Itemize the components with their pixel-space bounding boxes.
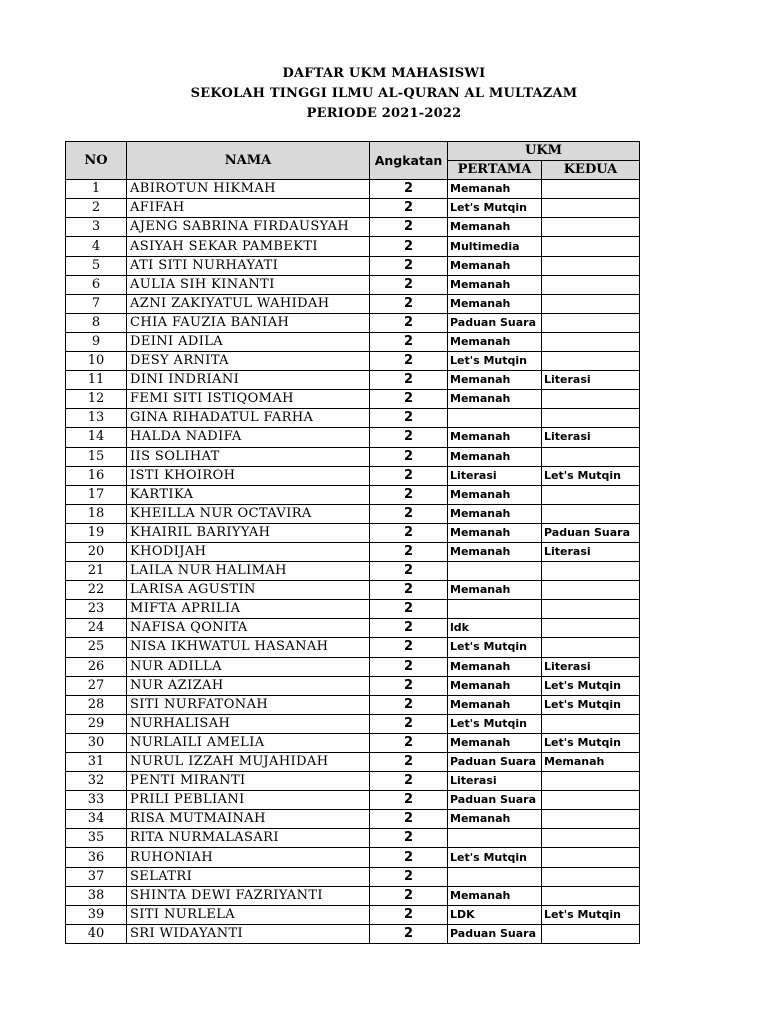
table-row — [66, 352, 640, 371]
cell-nama: SELATRI — [127, 867, 370, 886]
cell-angkatan: 2 — [370, 791, 448, 810]
cell-pertama: Memanah — [448, 485, 542, 504]
table-row — [66, 523, 640, 542]
cell-nama: PRILI PEBLIANI — [127, 791, 370, 810]
table-body — [66, 180, 640, 944]
cell-angkatan: 2 — [370, 867, 448, 886]
cell-pertama — [448, 600, 542, 619]
cell-no: 9 — [66, 332, 127, 351]
cell-angkatan: 2 — [370, 332, 448, 351]
cell-angkatan: 2 — [370, 523, 448, 542]
cell-nama: FEMI SITI ISTIQOMAH — [127, 390, 370, 409]
cell-pertama: ldk — [448, 619, 542, 638]
cell-nama: IIS SOLIHAT — [127, 447, 370, 466]
table-row — [66, 581, 640, 600]
table-row — [66, 676, 640, 695]
cell-pertama: Memanah — [448, 371, 542, 390]
cell-no: 22 — [66, 581, 127, 600]
cell-kedua — [542, 772, 640, 791]
cell-kedua — [542, 867, 640, 886]
cell-pertama: Multimedia — [448, 237, 542, 256]
cell-nama: ABIROTUN HIKMAH — [127, 180, 370, 199]
table-row — [66, 447, 640, 466]
cell-pertama: Memanah — [448, 447, 542, 466]
table-row — [66, 466, 640, 485]
table-row — [66, 371, 640, 390]
cell-kedua — [542, 829, 640, 848]
cell-pertama: Memanah — [448, 428, 542, 447]
cell-pertama: Memanah — [448, 390, 542, 409]
table-row — [66, 428, 640, 447]
cell-kedua — [542, 638, 640, 657]
cell-kedua — [542, 600, 640, 619]
cell-nama: SITI NURLELA — [127, 905, 370, 924]
cell-nama: NURLAILI AMELIA — [127, 733, 370, 752]
cell-no: 36 — [66, 848, 127, 867]
cell-kedua — [542, 352, 640, 371]
header-ukm: UKM — [448, 142, 640, 161]
cell-no: 17 — [66, 485, 127, 504]
table-row — [66, 657, 640, 676]
cell-no: 20 — [66, 542, 127, 561]
cell-no: 6 — [66, 275, 127, 294]
cell-kedua — [542, 390, 640, 409]
cell-angkatan: 2 — [370, 466, 448, 485]
cell-angkatan: 2 — [370, 638, 448, 657]
cell-nama: DEINI ADILA — [127, 332, 370, 351]
header-kedua: KEDUA — [542, 161, 640, 180]
cell-no: 13 — [66, 409, 127, 428]
cell-no: 19 — [66, 523, 127, 542]
cell-kedua: Memanah — [542, 753, 640, 772]
table-row — [66, 237, 640, 256]
cell-kedua: Let's Mutqin — [542, 466, 640, 485]
cell-no: 34 — [66, 810, 127, 829]
cell-no: 23 — [66, 600, 127, 619]
table-row — [66, 600, 640, 619]
cell-no: 8 — [66, 313, 127, 332]
cell-nama: RISA MUTMAINAH — [127, 810, 370, 829]
cell-no: 1 — [66, 180, 127, 199]
table-row — [66, 829, 640, 848]
cell-kedua — [542, 237, 640, 256]
cell-kedua: Let's Mutqin — [542, 905, 640, 924]
cell-angkatan: 2 — [370, 562, 448, 581]
cell-angkatan: 2 — [370, 829, 448, 848]
cell-kedua: Paduan Suara — [542, 523, 640, 542]
cell-pertama: Memanah — [448, 676, 542, 695]
cell-kedua — [542, 714, 640, 733]
cell-no: 4 — [66, 237, 127, 256]
cell-pertama: Let's Mutqin — [448, 352, 542, 371]
document-title-line-2: SEKOLAH TINGGI ILMU AL-QURAN AL MULTAZAM — [190, 86, 578, 101]
cell-angkatan: 2 — [370, 180, 448, 199]
table-row — [66, 886, 640, 905]
cell-no: 30 — [66, 733, 127, 752]
table-row — [66, 409, 640, 428]
cell-kedua: Literasi — [542, 542, 640, 561]
cell-pertama: Memanah — [448, 256, 542, 275]
cell-kedua: Let's Mutqin — [542, 733, 640, 752]
table-row — [66, 867, 640, 886]
cell-nama: NUR AZIZAH — [127, 676, 370, 695]
cell-no: 16 — [66, 466, 127, 485]
cell-kedua — [542, 447, 640, 466]
cell-kedua — [542, 504, 640, 523]
table-row — [66, 542, 640, 561]
cell-nama: AFIFAH — [127, 199, 370, 218]
cell-kedua — [542, 485, 640, 504]
cell-nama: CHIA FAUZIA BANIAH — [127, 313, 370, 332]
header-nama: NAMA — [127, 142, 370, 180]
cell-kedua — [542, 562, 640, 581]
cell-pertama: Memanah — [448, 294, 542, 313]
cell-kedua — [542, 199, 640, 218]
cell-kedua — [542, 180, 640, 199]
cell-pertama: Let's Mutqin — [448, 199, 542, 218]
cell-kedua — [542, 924, 640, 943]
cell-nama: RUHONIAH — [127, 848, 370, 867]
cell-angkatan: 2 — [370, 753, 448, 772]
cell-nama: NURHALISAH — [127, 714, 370, 733]
cell-angkatan: 2 — [370, 924, 448, 943]
table-row — [66, 218, 640, 237]
cell-no: 29 — [66, 714, 127, 733]
table-row — [66, 714, 640, 733]
cell-pertama: Memanah — [448, 810, 542, 829]
cell-nama: SHINTA DEWI FAZRIYANTI — [127, 886, 370, 905]
cell-nama: KHEILLA NUR OCTAVIRA — [127, 504, 370, 523]
cell-nama: GINA RIHADATUL FARHA — [127, 409, 370, 428]
cell-no: 35 — [66, 829, 127, 848]
cell-no: 28 — [66, 695, 127, 714]
cell-pertama: Memanah — [448, 332, 542, 351]
cell-angkatan: 2 — [370, 237, 448, 256]
cell-no: 26 — [66, 657, 127, 676]
cell-angkatan: 2 — [370, 294, 448, 313]
table-row — [66, 619, 640, 638]
cell-pertama: Memanah — [448, 542, 542, 561]
cell-kedua — [542, 619, 640, 638]
table-row — [66, 485, 640, 504]
cell-nama: LARISA AGUSTIN — [127, 581, 370, 600]
cell-angkatan: 2 — [370, 810, 448, 829]
cell-angkatan: 2 — [370, 714, 448, 733]
cell-pertama: Memanah — [448, 733, 542, 752]
cell-angkatan: 2 — [370, 390, 448, 409]
cell-pertama: Memanah — [448, 657, 542, 676]
cell-pertama: Paduan Suara — [448, 924, 542, 943]
cell-nama: HALDA NADIFA — [127, 428, 370, 447]
cell-pertama: Memanah — [448, 581, 542, 600]
cell-kedua — [542, 256, 640, 275]
cell-kedua: Let's Mutqin — [542, 695, 640, 714]
cell-nama: NURUL IZZAH MUJAHIDAH — [127, 753, 370, 772]
cell-nama: DESY ARNITA — [127, 352, 370, 371]
cell-pertama: Memanah — [448, 695, 542, 714]
cell-nama: KHAIRIL BARIYYAH — [127, 523, 370, 542]
cell-kedua — [542, 332, 640, 351]
table-row — [66, 753, 640, 772]
cell-nama: ASIYAH SEKAR PAMBEKTI — [127, 237, 370, 256]
cell-angkatan: 2 — [370, 600, 448, 619]
cell-angkatan: 2 — [370, 371, 448, 390]
cell-pertama: Literasi — [448, 466, 542, 485]
cell-pertama — [448, 562, 542, 581]
header-pertama: PERTAMA — [448, 161, 542, 180]
cell-nama: RITA NURMALASARI — [127, 829, 370, 848]
cell-kedua — [542, 313, 640, 332]
header-angkatan: Angkatan — [370, 142, 448, 180]
table-row — [66, 199, 640, 218]
cell-nama: NUR ADILLA — [127, 657, 370, 676]
cell-kedua — [542, 409, 640, 428]
cell-angkatan: 2 — [370, 275, 448, 294]
cell-no: 15 — [66, 447, 127, 466]
cell-angkatan: 2 — [370, 848, 448, 867]
cell-angkatan: 2 — [370, 676, 448, 695]
cell-kedua: Let's Mutqin — [542, 676, 640, 695]
cell-nama: KHODIJAH — [127, 542, 370, 561]
cell-kedua — [542, 581, 640, 600]
cell-pertama — [448, 867, 542, 886]
ukm-table — [65, 141, 640, 944]
document-title-line-3: PERIODE 2021-2022 — [306, 106, 462, 121]
table-row — [66, 313, 640, 332]
cell-pertama: Memanah — [448, 180, 542, 199]
table-row — [66, 638, 640, 657]
cell-no: 12 — [66, 390, 127, 409]
cell-angkatan: 2 — [370, 542, 448, 561]
table-row — [66, 924, 640, 943]
cell-nama: KARTIKA — [127, 485, 370, 504]
cell-no: 3 — [66, 218, 127, 237]
cell-pertama: Paduan Suara — [448, 791, 542, 810]
cell-kedua — [542, 848, 640, 867]
cell-no: 25 — [66, 638, 127, 657]
table-row — [66, 562, 640, 581]
cell-nama: SRI WIDAYANTI — [127, 924, 370, 943]
cell-angkatan: 2 — [370, 409, 448, 428]
cell-no: 7 — [66, 294, 127, 313]
cell-pertama: Let's Mutqin — [448, 638, 542, 657]
cell-nama: AZNI ZAKIYATUL WAHIDAH — [127, 294, 370, 313]
cell-no: 21 — [66, 562, 127, 581]
cell-angkatan: 2 — [370, 199, 448, 218]
cell-kedua: Literasi — [542, 657, 640, 676]
cell-nama: MIFTA APRILIA — [127, 600, 370, 619]
cell-angkatan: 2 — [370, 886, 448, 905]
table-row — [66, 256, 640, 275]
cell-pertama — [448, 409, 542, 428]
cell-angkatan: 2 — [370, 772, 448, 791]
cell-nama: ISTI KHOIROH — [127, 466, 370, 485]
table-row — [66, 180, 640, 199]
cell-angkatan: 2 — [370, 447, 448, 466]
cell-no: 27 — [66, 676, 127, 695]
cell-angkatan: 2 — [370, 485, 448, 504]
cell-nama: NAFISA QONITA — [127, 619, 370, 638]
cell-angkatan: 2 — [370, 657, 448, 676]
cell-kedua — [542, 294, 640, 313]
cell-nama: AJENG SABRINA FIRDAUSYAH — [127, 218, 370, 237]
cell-angkatan: 2 — [370, 218, 448, 237]
cell-nama: PENTI MIRANTI — [127, 772, 370, 791]
cell-angkatan: 2 — [370, 428, 448, 447]
cell-angkatan: 2 — [370, 352, 448, 371]
document-title-line-1: DAFTAR UKM MAHASISWI — [282, 66, 486, 81]
cell-kedua — [542, 810, 640, 829]
cell-angkatan: 2 — [370, 695, 448, 714]
cell-nama: AULIA SIH KINANTI — [127, 275, 370, 294]
table-row — [66, 791, 640, 810]
cell-no: 2 — [66, 199, 127, 218]
cell-no: 39 — [66, 905, 127, 924]
cell-nama: ATI SITI NURHAYATI — [127, 256, 370, 275]
cell-no: 14 — [66, 428, 127, 447]
cell-angkatan: 2 — [370, 581, 448, 600]
cell-nama: SITI NURFATONAH — [127, 695, 370, 714]
cell-no: 18 — [66, 504, 127, 523]
cell-kedua: Literasi — [542, 371, 640, 390]
cell-pertama: Paduan Suara — [448, 313, 542, 332]
cell-pertama: Paduan Suara — [448, 753, 542, 772]
cell-no: 10 — [66, 352, 127, 371]
cell-no: 24 — [66, 619, 127, 638]
cell-no: 38 — [66, 886, 127, 905]
cell-angkatan: 2 — [370, 905, 448, 924]
cell-angkatan: 2 — [370, 256, 448, 275]
table-row — [66, 504, 640, 523]
cell-angkatan: 2 — [370, 504, 448, 523]
cell-nama: NISA IKHWATUL HASANAH — [127, 638, 370, 657]
table-row — [66, 275, 640, 294]
cell-kedua — [542, 791, 640, 810]
table-row — [66, 848, 640, 867]
cell-no: 31 — [66, 753, 127, 772]
cell-angkatan: 2 — [370, 733, 448, 752]
table-row — [66, 772, 640, 791]
cell-nama: DINI INDRIANI — [127, 371, 370, 390]
table-row — [66, 733, 640, 752]
cell-no: 33 — [66, 791, 127, 810]
cell-angkatan: 2 — [370, 313, 448, 332]
cell-pertama: Memanah — [448, 218, 542, 237]
cell-pertama — [448, 829, 542, 848]
cell-pertama: Literasi — [448, 772, 542, 791]
cell-no: 37 — [66, 867, 127, 886]
cell-angkatan: 2 — [370, 619, 448, 638]
cell-pertama: Let's Mutqin — [448, 714, 542, 733]
table-row — [66, 905, 640, 924]
cell-pertama: Memanah — [448, 504, 542, 523]
cell-no: 11 — [66, 371, 127, 390]
cell-no: 5 — [66, 256, 127, 275]
table-row — [66, 332, 640, 351]
table-row — [66, 294, 640, 313]
cell-pertama: Memanah — [448, 275, 542, 294]
cell-no: 32 — [66, 772, 127, 791]
cell-nama: LAILA NUR HALIMAH — [127, 562, 370, 581]
table-row — [66, 810, 640, 829]
cell-kedua — [542, 275, 640, 294]
cell-pertama: LDK — [448, 905, 542, 924]
cell-pertama: Let's Mutqin — [448, 848, 542, 867]
cell-pertama: Memanah — [448, 523, 542, 542]
cell-no: 40 — [66, 924, 127, 943]
cell-kedua — [542, 886, 640, 905]
header-no: NO — [66, 142, 127, 180]
cell-kedua: Literasi — [542, 428, 640, 447]
table-row — [66, 695, 640, 714]
cell-kedua — [542, 218, 640, 237]
cell-pertama: Memanah — [448, 886, 542, 905]
table-row — [66, 390, 640, 409]
